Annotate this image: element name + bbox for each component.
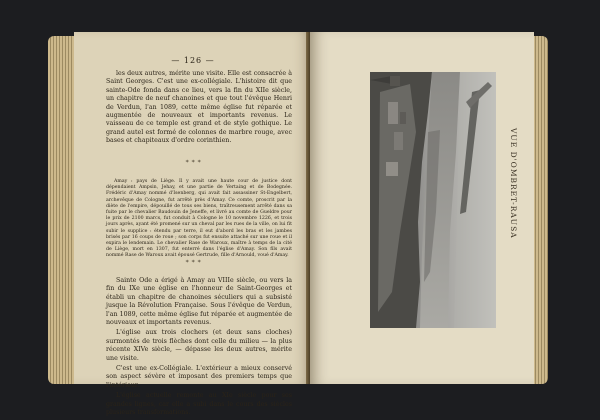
paragraph-2: Sainte Ode a érigé à Amay au VIIIe siècle, ou vers la fin du IXe une église en l'honneur de Saint-Georges et établi un chapitre de chanoines séculiers qui a subsisté jusque la Révolution Française. Sous l'évêque de Verdun, l'an 1089, cette même église fut réparée et augmentée de nouveaux et importants revenus.	[106, 277, 292, 327]
open-book	[48, 28, 548, 417]
separator-1: ∗ ∗ ∗	[184, 158, 202, 165]
main-text-block	[106, 277, 292, 420]
separator-2: ∗ ∗ ∗	[184, 258, 202, 265]
page-number: — 126 —	[171, 56, 215, 65]
paragraph-4: C'est une ex-Collégiale. L'extérieur a mieux conservé son aspect sévère et imposant des premiers temps que l'intérieur.	[106, 365, 292, 389]
paragraph-3: L'église aux trois clochers (et deux sans cloches) surmontés de trois flèches dont celle du milieu — la plus récente XIVe siècle, — dépasse les deux autres, mérite une visite.	[106, 329, 292, 362]
left-page	[74, 32, 312, 417]
river-view-photograph	[370, 72, 496, 328]
right-page	[310, 32, 534, 384]
footnote: Amay : pays de Liège. Il y avait une haute cour de justice dont dépendaient Ampsin, Jehay, et une partie de Vertaing et de Bodegnée. Frédéric d'Amay nommé d'Isenberg, qui avait fait assassiner St-Engelbert, archevêque de Cologne, fut arrêté près d'Amay. Ce comte, proscrit par la diète de l'empire, dépouillé de tous ses biens, traîtreusement arrêté dans sa fuite par le chevalier Baudouin de Jeneffe, et livré au comte de Gueldre pour le prix de 2100 marcs, fut conduit à Cologne le 10 novembre 1226, et trois jours après, ayant été promené sur un cheval par les rues de la ville, on lui fit subir le supplice : étendu par terre, il eut d'abord les bras et les jambes brisés par 16 coups de roue ; son corps fut ensuite attaché sur une roue et il expira le lendemain. Le chevalier Rase de Waroux, maître à temps de la cité de Liège, mort en 1307, fut enterré dans l'église d'Amay. Son fils avait nommé Rase de Waroux avait épousé Gertrude, fille d'Arnould, voué d'Amay.	[106, 179, 292, 259]
paragraph-1: les deux autres, mérite une visite. Elle est consacrée à Saint Georges. C'est une ex-collégiale. L'histoire dit que sainte-Ode fonda dans ce lieu, vers la fin du XIIe siècle, un chapitre de neuf chanoines et que tout l'évêque Henri de Verdun, l'an 1089, cette même église fut réparée et augmentée de nouveaux et importants revenus. Le vaisseau de ce temple est grand et de style gothique. Le grand autel est formé de colonnes de marbre rouge, avec bases et chapiteaux d'ordre corinthien.	[106, 70, 292, 145]
paragraph-5: L'église actuelle remonte au XIe siècle pour ses grandes lignes, car elle a subi dans le cours des siècles plusieurs transformations.	[106, 392, 292, 417]
photo-caption: VUE D'OMBRET-RAUSA	[509, 128, 518, 239]
